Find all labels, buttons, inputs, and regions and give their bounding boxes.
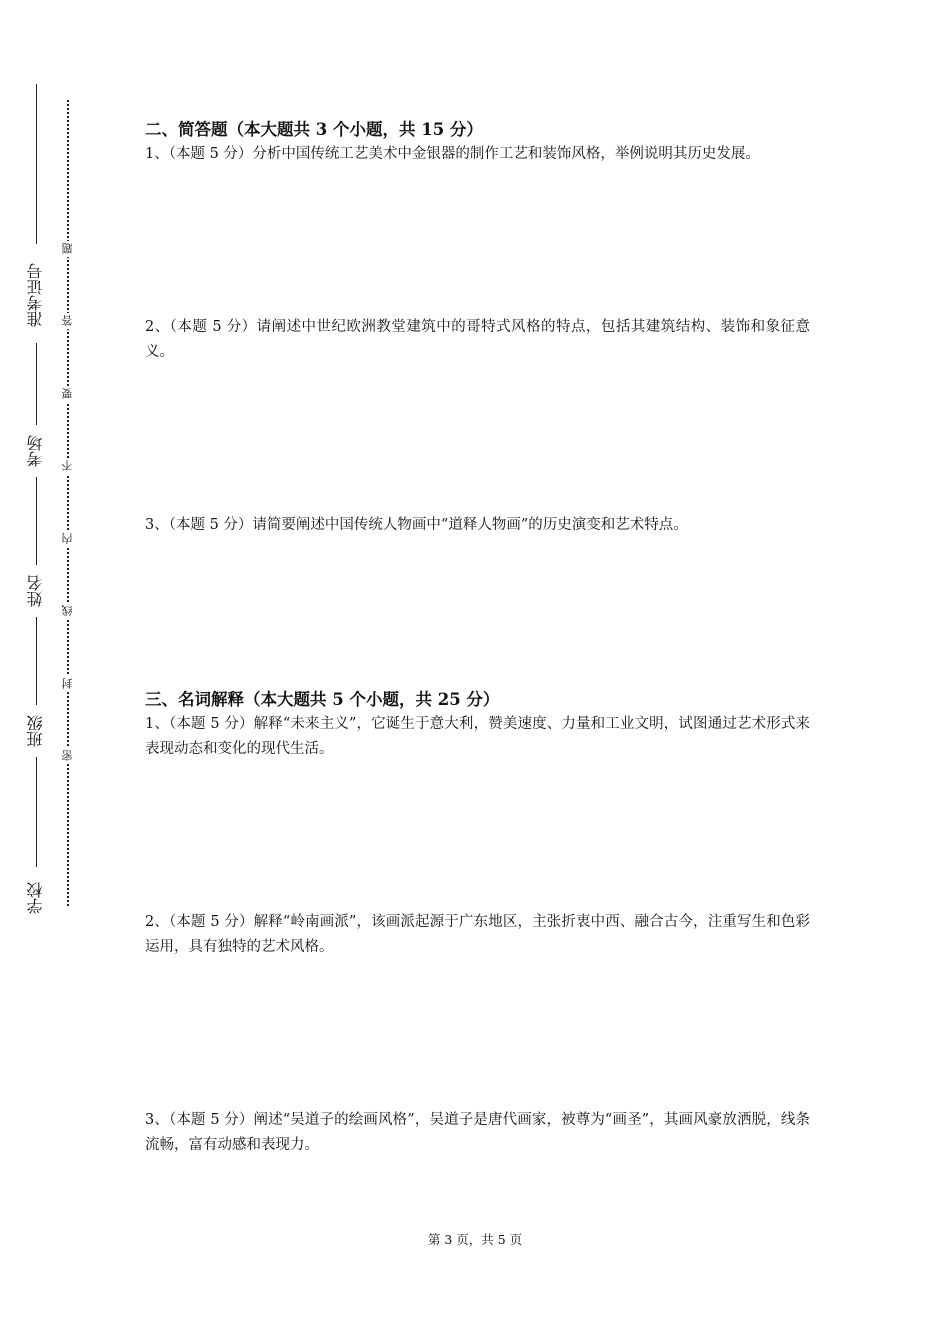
seal-char-xian: 线: [60, 603, 76, 619]
field-line-name: [36, 617, 37, 705]
field-label-name: 姓名: [26, 575, 45, 607]
section-short-answer: [145, 118, 810, 538]
question-item: 1、（本题 5 分）解释“未来主义”，它诞生于意大利，赞美速度、力量和工业文明，试图通过艺术形式来表现动态和变化的现代生活。: [145, 716, 810, 757]
question-item: 2、（本题 5 分）请阐述中世纪欧洲教堂建筑中的哥特式风格的特点，包括其建筑结构、装饰和象征意义。: [145, 319, 810, 360]
seal-char-da: 答: [60, 313, 76, 329]
sealing-dotted-line: [67, 100, 69, 906]
answer-space: [145, 762, 810, 910]
answer-space: [145, 167, 810, 315]
field-label-class: 班级: [26, 715, 45, 747]
field-line-room: [36, 477, 37, 565]
field-label-admission-number: 准考证号: [26, 263, 45, 327]
seal-char-yao: 要: [60, 386, 76, 402]
field-label-school: 学校: [26, 882, 45, 914]
question-item: 2、（本题 5 分）解释“岭南画派”，该画派起源于广东地区，主张折衷中西、融合古今，注重写生和色彩运用，具有独特的艺术风格。: [145, 914, 810, 955]
question-item: 1、（本题 5 分）分析中国传统工艺美术中金银器的制作工艺和装饰风格，举例说明其历史发展。: [145, 146, 760, 162]
seal-char-mi: 密: [60, 748, 76, 764]
field-line-class: [36, 757, 37, 867]
binding-margin: [0, 0, 110, 1344]
seal-char-bu: 不: [60, 458, 76, 474]
field-label-exam-room: 考场: [26, 435, 45, 467]
seal-char-nei: 内: [60, 531, 76, 547]
section-term-explanation: [145, 688, 810, 1158]
seal-char-feng: 封: [60, 676, 76, 692]
field-line-top: [36, 84, 37, 244]
exam-content: [145, 118, 810, 1158]
question-item: 3、（本题 5 分）请简要阐述中国传统人物画中“道释人物画”的历史演变和艺术特点。: [145, 517, 688, 533]
page-footer: 第 3 页，共 5 页: [427, 1232, 523, 1247]
answer-space: [145, 365, 810, 513]
seal-char-ti: 题: [60, 241, 76, 257]
question-item: 3、（本题 5 分）阐述“吴道子的绘画风格”，吴道子是唐代画家，被尊为“画圣”，其画风豪放洒脱，线条流畅，富有动感和表现力。: [145, 1112, 810, 1153]
field-line-admission: [36, 343, 37, 425]
section-title: 二、简答题（本大题共 3 个小题，共 15 分）: [145, 120, 483, 139]
answer-space: [145, 960, 810, 1108]
section-title: 三、名词解释（本大题共 5 个小题，共 25 分）: [145, 690, 500, 709]
